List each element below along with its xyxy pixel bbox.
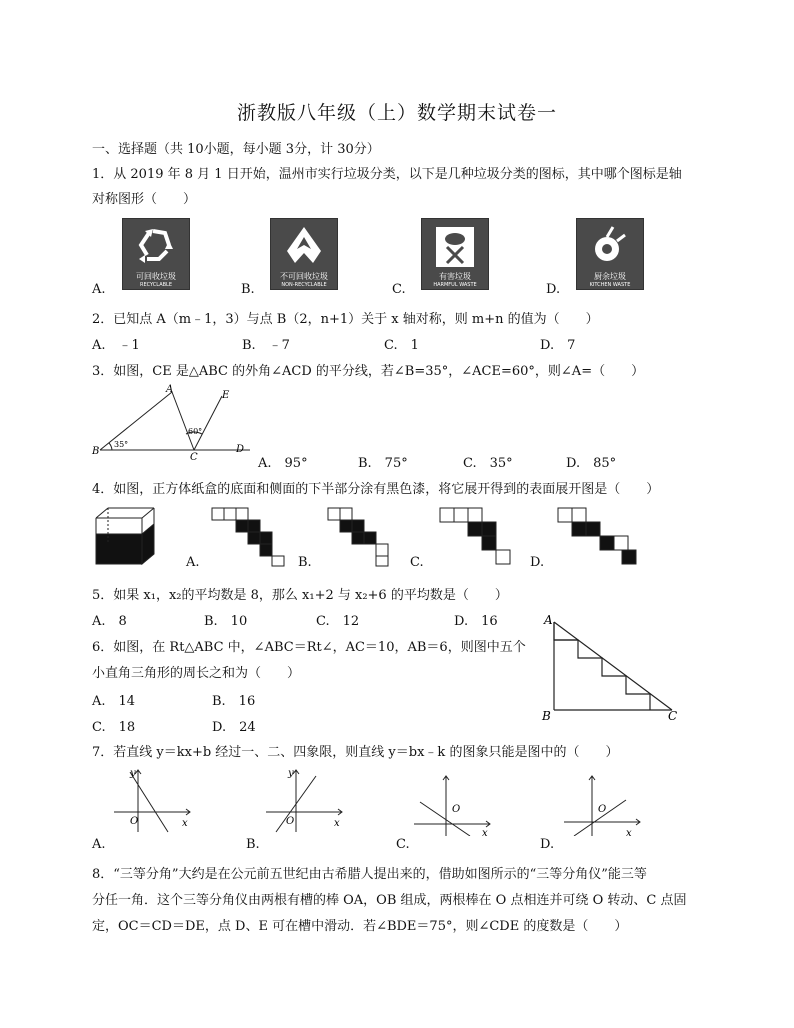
q6-right-triangle-figure: [540, 612, 690, 724]
harmful-waste-bin-icon: [421, 218, 489, 290]
q6-label-b: B: [542, 709, 551, 723]
axis-origin-label: O: [598, 804, 607, 815]
q7-graph-d: [560, 774, 646, 836]
axis-x-label: x: [482, 828, 488, 836]
q1-option-a: A.: [92, 282, 106, 297]
bin-label-cn: 不可回收垃圾: [280, 272, 328, 281]
bin-label-en: RECYCLABLE: [139, 282, 172, 288]
q3-triangle-figure: [90, 384, 260, 460]
q7-option-a: A.: [92, 837, 106, 852]
q7-option-d: D.: [540, 837, 555, 852]
q6-text-line2: 小直角三角形的周长之和为（ ）: [92, 666, 301, 681]
q3-option-b: B. 75°: [358, 456, 408, 471]
q7-graph-a: [110, 766, 196, 836]
q4-net-d: [556, 506, 642, 568]
q2-text: 2．已知点 A（m﹣1，3）与点 B（2，n+1）关于 x 轴对称，则 m+n 的值为（ ）: [92, 312, 599, 327]
page-title: 浙教版八年级（上）数学期末试卷一: [236, 102, 557, 124]
q4-net-b: [322, 506, 406, 568]
q2-option-a: A. ﹣1: [92, 338, 140, 353]
axis-origin-label: O: [452, 804, 461, 815]
q8-text-line2: 分任一角．这个三等分角仪由两根有槽的棒 OA，OB 组成，两根棒在 O 点相连并可绕 O 转动、C 点固: [92, 893, 687, 908]
q3-option-d: D. 85°: [566, 456, 617, 471]
bin-label-en: KITCHEN WASTE: [589, 282, 631, 288]
q6-option-b: B. 16: [212, 694, 256, 709]
non-recyclable-bin-icon: [270, 218, 338, 290]
q2-option-c: C. 1: [384, 338, 419, 353]
q3-label-b: B: [92, 446, 100, 457]
axis-x-label: x: [334, 818, 340, 829]
q6-label-a: A: [544, 613, 553, 627]
q4-net-c: [436, 504, 522, 568]
bin-label-en: HARMFUL WASTE: [433, 282, 477, 288]
q2-option-b: B. ﹣7: [242, 338, 290, 353]
q3-option-c: C. 35°: [463, 456, 513, 471]
q6-option-d: D. 24: [212, 720, 256, 735]
q7-option-c: C.: [396, 837, 410, 852]
bin-label-en: NON-RECYCLABLE: [281, 282, 327, 288]
q5-option-b: B. 10: [204, 614, 248, 629]
q4-cube-figure: [92, 504, 162, 568]
axis-y-label: y: [130, 768, 136, 779]
q3-angle-b: 35°: [114, 440, 129, 449]
q4-option-c: C.: [410, 555, 424, 570]
q5-option-a: A. 8: [92, 614, 127, 629]
q4-option-b: B.: [298, 555, 312, 570]
q6-label-c: C: [668, 709, 678, 723]
q3-text: 3．如图，CE 是△ABC 的外角∠ACD 的平分线，若∠B=35°，∠ACE=60°，则∠A=（ ）: [92, 364, 645, 379]
bin-label-cn: 可回收垃圾: [136, 272, 176, 281]
q5-option-d: D. 16: [454, 614, 498, 629]
q7-option-b: B.: [246, 837, 260, 852]
section-heading: 一、选择题（共 10小题，每小题 3分，计 30分）: [92, 142, 380, 157]
q6-option-c: C. 18: [92, 720, 136, 735]
recyclable-bin-icon: [122, 218, 190, 290]
q3-option-a: A. 95°: [258, 456, 308, 471]
q8-text-line1: 8．“三等分角”大约是在公元前五世纪由古希腊人提出来的，借助如图所示的“三等分角仪”能三等: [92, 867, 647, 882]
axis-x-label: x: [626, 828, 632, 836]
q8-text-line3: 定，OC＝CD＝DE，点 D、E 可在槽中滑动．若∠BDE＝75°，则∠CDE 的度数是（ ）: [92, 919, 628, 934]
q1-text-line1: 1．从 2019 年 8 月 1 日开始，温州市实行垃圾分类，以下是几种垃圾分类的图标，其中哪个图标是轴: [92, 167, 682, 182]
kitchen-waste-bin-icon: [576, 218, 644, 290]
q1-option-c: C.: [392, 282, 406, 297]
q5-option-c: C. 12: [316, 614, 360, 629]
q3-label-e: E: [222, 390, 230, 401]
bin-label-cn: 有害垃圾: [439, 272, 471, 281]
q7-text: 7．若直线 y＝kx+b 经过一、二、四象限，则直线 y＝bx﹣k 的图象只能是图中的（ ）: [92, 745, 619, 760]
q3-label-a: A: [166, 384, 174, 395]
q4-text: 4．如图，正方体纸盒的底面和侧面的下半部分涂有黑色漆，将它展开得到的表面展开图是（ ）: [92, 482, 660, 497]
q6-text-line1: 6．如图，在 Rt△ABC 中，∠ABC＝Rt∠，AC＝10，AB＝6，则图中五个: [92, 640, 526, 655]
q1-option-b: B.: [241, 282, 255, 297]
q2-option-d: D. 7: [540, 338, 576, 353]
q4-net-a: [210, 506, 294, 568]
bin-label-cn: 厨余垃圾: [594, 272, 626, 281]
axis-origin-label: O: [130, 816, 139, 827]
q3-angle-c: 60°: [188, 427, 203, 436]
q5-text: 5．如果 x₁，x₂的平均数是 8，那么 x₁+2 与 x₂+6 的平均数是（ ）: [92, 588, 508, 603]
q7-graph-c: [410, 774, 496, 836]
q6-option-a: A. 14: [92, 694, 136, 709]
axis-x-label: x: [182, 818, 188, 829]
q7-graph-b: [262, 766, 348, 836]
axis-y-label: y: [288, 768, 294, 779]
q1-text-line2: 对称图形（ ）: [92, 192, 197, 207]
axis-origin-label: O: [286, 816, 295, 827]
q3-label-d: D: [236, 444, 245, 455]
q1-option-d: D.: [546, 282, 561, 297]
q4-option-a: A.: [186, 555, 200, 570]
q3-label-c: C: [190, 452, 198, 460]
q4-option-d: D.: [530, 555, 545, 570]
